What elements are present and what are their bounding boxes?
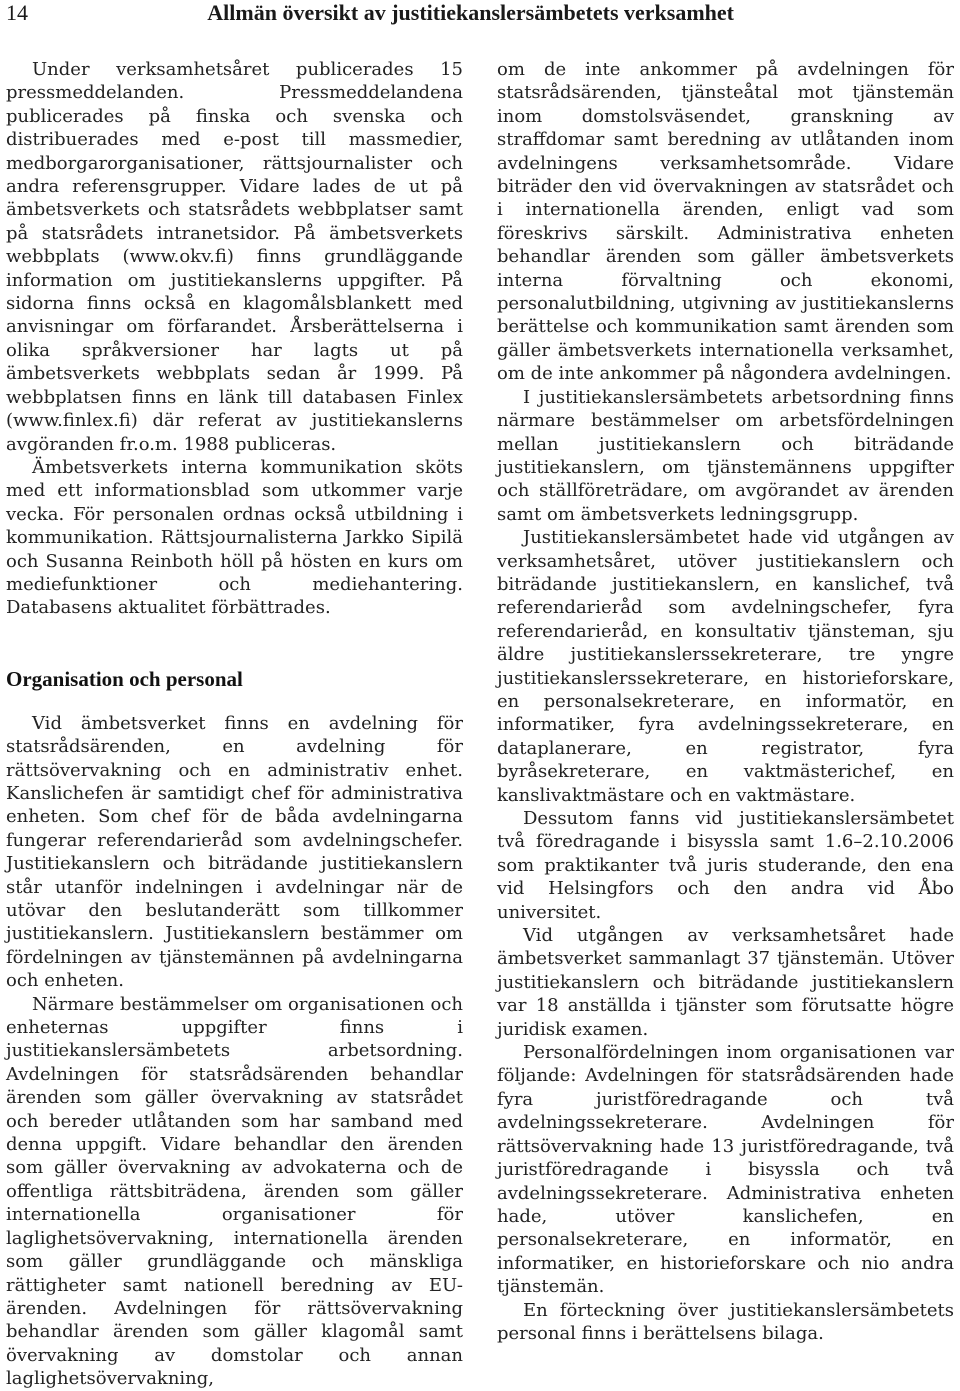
body-paragraph: Närmare bestämmelser om organisationen och enheternas uppgifter finns i justitiekanslersämbetets arbetsordning. Avdelningen för statsrådsärenden behandlar ärenden som gäller övervakning av statsrådet och bereder utlåtanden som har samband med denna uppgift. Vidare behandlar den ärenden som gäller övervakning av advokaterna och de offentliga rättsbiträdena, ärenden som gäller internationella organisationer för laglighetsövervakning, internationella ärenden som gäller grundläggande och mänskliga rättigheter samt nationell beredning av EU-ärenden. Avdelningen för rättsövervakning behandlar ärenden som gäller klagomål samt övervakning av domstolar och annan laglighetsövervakning, xyxy=(6,993,463,1390)
body-paragraph: En förteckning över justitiekanslersämbetets personal finns i berättelsens bilaga. xyxy=(497,1299,954,1344)
section-heading: Organisation och personal xyxy=(6,666,243,691)
body-paragraph: Vid utgången av verksamhetsåret hade ämbetsverket sammanlagt 37 tjänstemän. Utöver justitiekanslern och biträdande justitiekanslern var 18 anställda i tjänster som förutsatte högre juridisk examen. xyxy=(497,925,954,1040)
left-column xyxy=(6,58,463,1391)
body-paragraph: Personalfördelningen inom organisationen var följande: Avdelningen för statsrådsärenden hade fyra juristföredragande och två avdelningssekreterare. Avdelningen för rättsövervakning hade 13 juristföredragande, två juristföredragande i bisyssla och två avdelningssekreterare. Administrativa enheten hade, utöver kanslichefen, en personalsekreterare, en informatör, en informatiker, en historieforskare och nio andra tjänstemän. xyxy=(497,1042,954,1298)
right-column xyxy=(497,58,954,1345)
body-paragraph: Vid ämbetsverket finns en avdelning för statsrådsärenden, en avdelning för rättsövervakning och en administrativ enhet. Kanslichefen är samtidigt chef för administrativa enheten. Som chef för de båda avdelningarna fungerar referendarieråd som avdelningschefer. Justitiekanslern och biträdande justitiekanslern står utanför indelningen i avdelningar när de utövar den beslutanderätt som tillkommer justitiekanslern. Justitiekanslern bestämmer om fördelningen av tjänstemännen på avdelningarna och enheten. xyxy=(6,712,463,992)
body-paragraph-continued: om de inte ankommer på avdelningen för statsrådsärenden, tjänsteåtal mot tjänstemän inom domstolsväsendet, granskning av straffdomar samt beredning av utlåtanden inom avdelningens verksamhetsområde. Vidare biträder den vid övervakningen av statsrådet och i internationella ärenden, enligt vad som föreskrivs särskilt. Administrativa enheten behandlar ärenden som gäller ämbetsverkets interna förvaltning och ekonomi, personalutbildning, utgivning av justitiekanslerns berättelse och kommunikation samt ärenden som gäller ämbetsverkets internationella verksamhet, om de inte ankommer på någondera avdelningen. xyxy=(497,59,954,385)
body-paragraph: Justitiekanslersämbetet hade vid utgången av verksamhetsåret, utöver justitiekanslern och biträdande justitiekanslern, en kanslichef, två referendarieråd som avdelningschefer, fyra referendarieråd, en konsultativ tjänsteman, sju äldre justitiekanslerssekreterare, tre yngre justitiekanslerssekreterare, en historieforskare, en personalsekreterare, en informatör, en informatiker, fyra avdelningssekreterare, en dataplanerare, en registrator, fyra byråsekreterare, en vaktmästerichef, en kanslivaktmästare och en vaktmästare. xyxy=(497,527,954,806)
running-title: Allmän översikt av justitiekanslersämbetets verksamhet xyxy=(207,0,734,25)
page-number: 14 xyxy=(6,0,28,25)
page-header xyxy=(0,0,960,46)
body-paragraph: Under verksamhetsåret publicerades 15 pressmeddelanden. Pressmeddelandena publicerades på finska och svenska och distribuerades med e-post till massmedier, medborgarorganisationer, rättsjournalister och andra referensgrupper. Vidare lades de ut på ämbetsverkets och statsrådets webbplatser samt på statsrådets intranetsidor. På ämbetsverkets webbplats (www.okv.fi) finns grundläggande information om justitiekanslerns uppgifter. På sidorna finns också en klagomålsblankett med anvisningar om förfarandet. Årsberättelserna i olika språkversioner har lagts ut på ämbetsverkets webbplats sedan år 1999. På webbplatsen finns en länk till databasen Finlex (www.finlex.fi) där referat av justitiekanslerns avgöranden fr.o.m. 1988 publiceras. xyxy=(6,59,463,455)
body-paragraph: Dessutom fanns vid justitiekanslersämbetet två föredragande i bisyssla samt 1.6–2.10.2006 som praktikanter två juris studerande, den ena vid Helsingfors och den andra vid Åbo universitet. xyxy=(497,808,954,923)
body-paragraph: Ämbetsverkets interna kommunikation sköts med ett informationsblad som utkommer varje vecka. För personalen ordnas också utbildning i kommunikation. Rättsjournalisterna Jarkko Sipilä och Susanna Reinboth höll på hösten en kurs om mediefunktioner och mediehantering. Databasens aktualitet förbättrades. xyxy=(6,456,463,619)
body-paragraph: I justitiekanslersämbetets arbetsordning finns närmare bestämmelser om arbetsfördelningen mellan justitiekanslern och biträdande justitiekanslern, om tjänstemännens uppgifter och ställföreträdare, om avgörandet av ärenden samt om ämbetsverkets ledningsgrupp. xyxy=(497,386,954,525)
